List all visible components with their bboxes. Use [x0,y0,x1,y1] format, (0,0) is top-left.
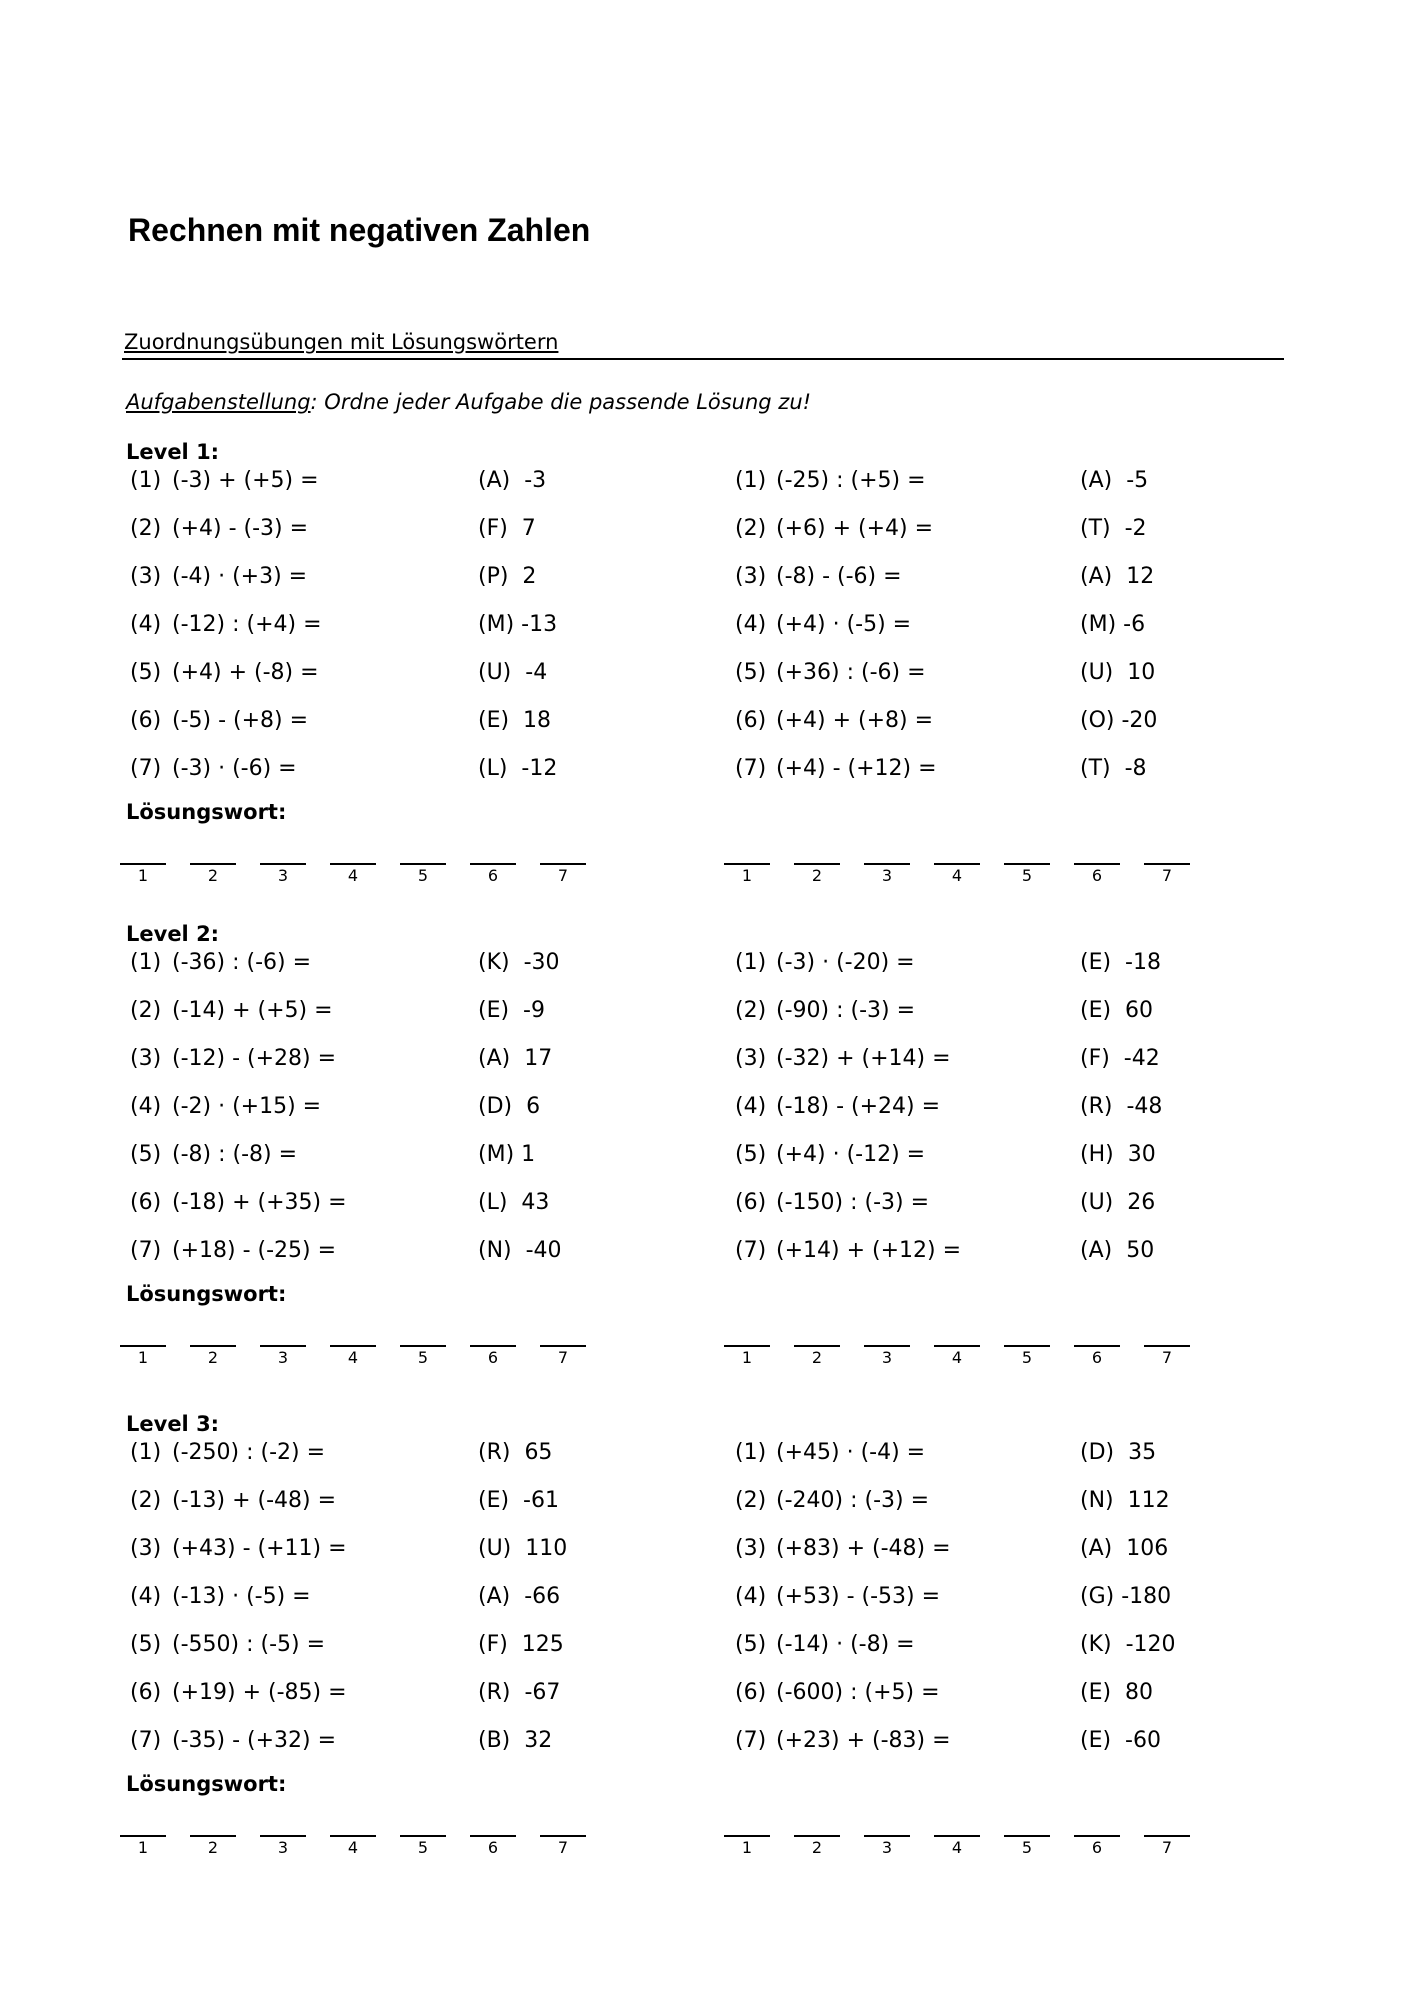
solution-word-label: Lösungswort: [126,1282,287,1306]
exercise-number: (4) [130,1094,162,1119]
blank-number: 2 [811,1348,823,1367]
page-title: Rechnen mit negativen Zahlen [128,212,591,248]
blank-number: 2 [207,1348,219,1367]
answer-option: (L) 43 [478,1190,550,1215]
answer-option: (M) 1 [478,1142,536,1167]
exercise-expression: (-240) : (-3) = [776,1488,930,1513]
answer-option: (U) -4 [478,660,548,685]
solution-blank[interactable] [934,863,980,865]
blank-number: 4 [951,1348,963,1367]
blank-number: 4 [951,1838,963,1857]
exercise-number: (3) [735,564,767,589]
solution-blank[interactable] [540,1835,586,1837]
solution-blank[interactable] [330,1345,376,1347]
exercise-expression: (-13) + (-48) = [172,1488,337,1513]
solution-blank[interactable] [1144,1835,1190,1837]
exercise-number: (4) [735,1584,767,1609]
blank-number: 4 [347,1348,359,1367]
exercise-expression: (-550) : (-5) = [172,1632,326,1657]
exercise-number: (4) [735,1094,767,1119]
exercise-number: (3) [130,1046,162,1071]
blank-number: 3 [881,1838,893,1857]
solution-blank[interactable] [260,863,306,865]
answer-option: (D) 6 [478,1094,541,1119]
solution-blank[interactable] [1074,1345,1120,1347]
solution-blank[interactable] [724,863,770,865]
blank-number: 3 [277,1838,289,1857]
exercise-expression: (+4) + (-8) = [172,660,319,685]
blank-number: 1 [137,1348,149,1367]
exercise-number: (4) [130,1584,162,1609]
exercise-expression: (-18) + (+35) = [172,1190,347,1215]
solution-blank[interactable] [724,1345,770,1347]
answer-option: (B) 32 [478,1728,553,1753]
exercise-number: (5) [130,1142,162,1167]
blank-number: 5 [1021,866,1033,885]
level-heading: Level 2: [126,922,220,946]
blank-number: 4 [347,866,359,885]
solution-blank[interactable] [540,863,586,865]
exercise-expression: (+36) : (-6) = [776,660,926,685]
exercise-expression: (-14) + (+5) = [172,998,333,1023]
solution-blank[interactable] [190,863,236,865]
exercise-expression: (+4) · (-12) = [776,1142,926,1167]
exercise-expression: (-2) · (+15) = [172,1094,322,1119]
exercise-number: (6) [735,1680,767,1705]
exercise-expression: (-150) : (-3) = [776,1190,930,1215]
answer-option: (L) -12 [478,756,558,781]
solution-blank[interactable] [470,1835,516,1837]
solution-blank[interactable] [120,1345,166,1347]
answer-option: (G) -180 [1080,1584,1172,1609]
blank-number: 5 [1021,1348,1033,1367]
blank-number: 6 [487,1838,499,1857]
exercise-expression: (-35) - (+32) = [172,1728,337,1753]
exercise-number: (4) [735,612,767,637]
exercise-number: (1) [735,468,767,493]
exercise-number: (2) [735,516,767,541]
exercise-number: (6) [735,708,767,733]
solution-blank[interactable] [260,1345,306,1347]
exercise-number: (5) [735,1632,767,1657]
exercise-number: (4) [130,612,162,637]
blank-number: 5 [1021,1838,1033,1857]
solution-blank[interactable] [934,1345,980,1347]
exercise-number: (3) [130,564,162,589]
blank-number: 4 [347,1838,359,1857]
answer-option: (A) -3 [478,468,547,493]
solution-blank[interactable] [540,1345,586,1347]
blank-number: 6 [1091,1838,1103,1857]
answer-option: (E) 60 [1080,998,1154,1023]
answer-option: (A) 106 [1080,1536,1169,1561]
exercise-number: (3) [130,1536,162,1561]
exercise-number: (7) [130,1728,162,1753]
blank-number: 1 [741,1348,753,1367]
answer-option: (A) 12 [1080,564,1155,589]
solution-blank[interactable] [260,1835,306,1837]
blank-number: 3 [277,1348,289,1367]
solution-blank[interactable] [1144,1345,1190,1347]
solution-word-label: Lösungswort: [126,800,287,824]
exercise-expression: (+83) + (-48) = [776,1536,951,1561]
solution-blank[interactable] [794,1345,840,1347]
solution-blank[interactable] [400,863,446,865]
exercise-expression: (-3) · (-6) = [172,756,297,781]
solution-blank[interactable] [934,1835,980,1837]
solution-blank[interactable] [120,863,166,865]
exercise-number: (2) [735,1488,767,1513]
exercise-expression: (+45) · (-4) = [776,1440,926,1465]
solution-blank[interactable] [470,863,516,865]
exercise-expression: (-3) + (+5) = [172,468,319,493]
solution-blank[interactable] [190,1345,236,1347]
exercise-expression: (+23) + (-83) = [776,1728,951,1753]
exercise-expression: (-13) · (-5) = [172,1584,311,1609]
answer-option: (U) 10 [1080,660,1156,685]
exercise-number: (5) [735,660,767,685]
answer-option: (N) 112 [1080,1488,1170,1513]
exercise-number: (2) [130,1488,162,1513]
blank-number: 6 [1091,1348,1103,1367]
blank-number: 7 [557,1348,569,1367]
answer-option: (E) 80 [1080,1680,1154,1705]
exercise-expression: (-25) : (+5) = [776,468,926,493]
answer-option: (D) 35 [1080,1440,1157,1465]
blank-number: 6 [1091,866,1103,885]
blank-number: 7 [1161,1348,1173,1367]
blank-number: 7 [557,1838,569,1857]
blank-number: 3 [881,1348,893,1367]
blank-number: 2 [207,866,219,885]
exercise-number: (5) [130,660,162,685]
answer-option: (N) -40 [478,1238,562,1263]
blank-number: 4 [951,866,963,885]
answer-option: (K) -30 [478,950,560,975]
answer-option: (H) 30 [1080,1142,1156,1167]
exercise-number: (7) [130,756,162,781]
exercise-expression: (+18) - (-25) = [172,1238,337,1263]
blank-number: 7 [1161,866,1173,885]
exercise-number: (7) [735,1238,767,1263]
exercise-number: (7) [735,1728,767,1753]
exercise-expression: (-90) : (-3) = [776,998,916,1023]
exercise-number: (6) [130,1680,162,1705]
answer-option: (E) -9 [478,998,545,1023]
solution-blank[interactable] [470,1345,516,1347]
solution-word-label: Lösungswort: [126,1772,287,1796]
exercise-expression: (-36) : (-6) = [172,950,312,975]
blank-number: 1 [741,866,753,885]
exercise-expression: (-250) : (-2) = [172,1440,326,1465]
solution-blank[interactable] [864,1835,910,1837]
solution-blank[interactable] [190,1835,236,1837]
blank-number: 5 [417,1838,429,1857]
exercise-number: (6) [735,1190,767,1215]
exercise-expression: (+4) + (+8) = [776,708,934,733]
exercise-number: (1) [130,468,162,493]
answer-option: (E) -18 [1080,950,1161,975]
exercise-number: (3) [735,1536,767,1561]
task-label: Aufgabenstellung [126,390,311,414]
solution-blank[interactable] [864,1345,910,1347]
task-text: : Ordne jeder Aufgabe die passende Lösung zu! [310,390,812,414]
exercise-expression: (+6) + (+4) = [776,516,934,541]
answer-option: (F) 7 [478,516,536,541]
answer-option: (A) 17 [478,1046,553,1071]
exercise-number: (7) [130,1238,162,1263]
exercise-expression: (+4) · (-5) = [776,612,912,637]
solution-blank[interactable] [1144,863,1190,865]
answer-option: (K) -120 [1080,1632,1176,1657]
exercise-number: (5) [735,1142,767,1167]
solution-blank[interactable] [1004,1345,1050,1347]
answer-option: (A) -66 [478,1584,561,1609]
solution-blank[interactable] [794,1835,840,1837]
subheading-rule [122,330,1284,360]
exercise-number: (6) [130,1190,162,1215]
level-heading: Level 1: [126,440,220,464]
blank-number: 3 [277,866,289,885]
exercise-expression: (-3) · (-20) = [776,950,915,975]
answer-option: (R) -48 [1080,1094,1163,1119]
solution-blank[interactable] [1074,863,1120,865]
exercise-expression: (+19) + (-85) = [172,1680,347,1705]
blank-number: 1 [137,1838,149,1857]
exercise-expression: (-5) - (+8) = [172,708,309,733]
blank-number: 6 [487,866,499,885]
exercise-number: (1) [130,1440,162,1465]
exercise-expression: (-12) - (+28) = [172,1046,337,1071]
solution-blank[interactable] [330,1835,376,1837]
solution-blank[interactable] [330,863,376,865]
blank-number: 3 [881,866,893,885]
answer-option: (U) 26 [1080,1190,1156,1215]
exercise-number: (2) [735,998,767,1023]
exercise-expression: (+43) - (+11) = [172,1536,347,1561]
answer-option: (T) -2 [1080,516,1147,541]
blank-number: 2 [811,866,823,885]
solution-blank[interactable] [120,1835,166,1837]
solution-blank[interactable] [794,863,840,865]
exercise-number: (1) [130,950,162,975]
blank-number: 1 [741,1838,753,1857]
answer-option: (A) -5 [1080,468,1149,493]
solution-blank[interactable] [1074,1835,1120,1837]
answer-option: (F) 125 [478,1632,564,1657]
subheading: Zuordnungsübungen mit Lösungswörtern [124,330,559,354]
exercise-expression: (-600) : (+5) = [776,1680,940,1705]
solution-blank[interactable] [400,1345,446,1347]
solution-blank[interactable] [864,863,910,865]
blank-number: 7 [557,866,569,885]
exercise-number: (1) [735,950,767,975]
exercise-number: (3) [735,1046,767,1071]
exercise-number: (6) [130,708,162,733]
exercise-expression: (-32) + (+14) = [776,1046,951,1071]
answer-option: (M) -6 [1080,612,1146,637]
answer-option: (A) 50 [1080,1238,1155,1263]
exercise-number: (1) [735,1440,767,1465]
level-heading: Level 3: [126,1412,220,1436]
task-instruction [126,390,811,414]
blank-number: 2 [811,1838,823,1857]
answer-option: (T) -8 [1080,756,1147,781]
blank-number: 5 [417,866,429,885]
exercise-expression: (-14) · (-8) = [776,1632,915,1657]
answer-option: (F) -42 [1080,1046,1160,1071]
exercise-number: (5) [130,1632,162,1657]
exercise-expression: (+4) - (+12) = [776,756,937,781]
answer-option: (R) -67 [478,1680,561,1705]
answer-option: (R) 65 [478,1440,553,1465]
answer-option: (U) 110 [478,1536,568,1561]
answer-option: (E) -60 [1080,1728,1161,1753]
blank-number: 1 [137,866,149,885]
exercise-expression: (-8) : (-8) = [172,1142,298,1167]
answer-option: (P) 2 [478,564,537,589]
exercise-number: (2) [130,998,162,1023]
exercise-expression: (-12) : (+4) = [172,612,322,637]
exercise-number: (7) [735,756,767,781]
exercise-expression: (-18) - (+24) = [776,1094,941,1119]
blank-number: 7 [1161,1838,1173,1857]
answer-option: (O) -20 [1080,708,1158,733]
answer-option: (E) -61 [478,1488,559,1513]
answer-option: (E) 18 [478,708,552,733]
exercise-expression: (+53) - (-53) = [776,1584,941,1609]
blank-number: 2 [207,1838,219,1857]
solution-blank[interactable] [1004,863,1050,865]
blank-number: 6 [487,1348,499,1367]
exercise-expression: (-4) · (+3) = [172,564,308,589]
exercise-expression: (-8) - (-6) = [776,564,902,589]
blank-number: 5 [417,1348,429,1367]
exercise-expression: (+4) - (-3) = [172,516,309,541]
solution-blank[interactable] [724,1835,770,1837]
exercise-expression: (+14) + (+12) = [776,1238,962,1263]
exercise-number: (2) [130,516,162,541]
answer-option: (M) -13 [478,612,558,637]
solution-blank[interactable] [400,1835,446,1837]
solution-blank[interactable] [1004,1835,1050,1837]
